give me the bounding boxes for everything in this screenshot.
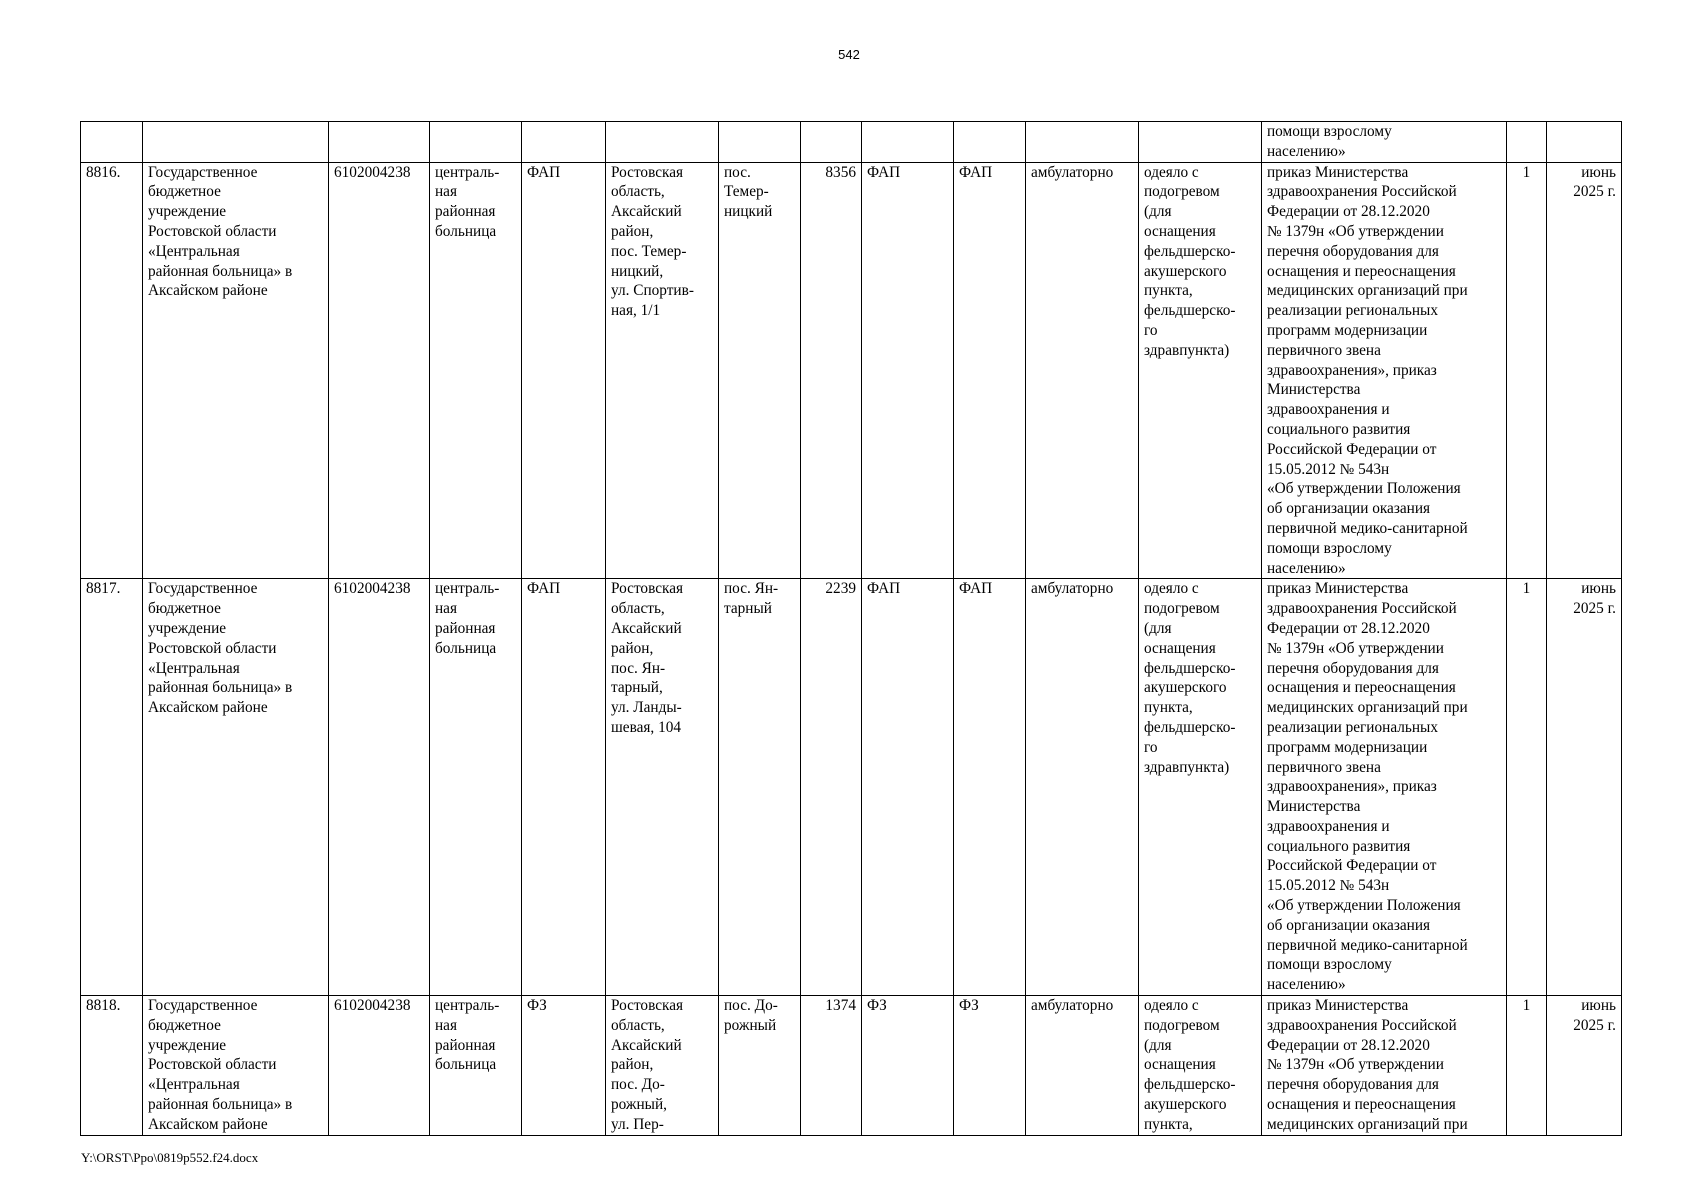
cell-population: 1374 <box>801 996 862 1136</box>
cell-basis: приказ Министерства здравоохранения Российской Федерации от 28.12.2020 № 1379н «Об утверждении перечня оборудования для оснащения и переоснащения медицинских организаций при реализации региональных программ модернизации первичного звена здравоохранения», приказ Министерства здравоохранения и социального развития Российской Федерации от 15.05.2012 № 543н «Об утверждении Положения об организации оказания первичной медико-санитарной помощи взрослому населению» <box>1262 162 1507 579</box>
footer-file-path: Y:\ORST\Ppo\0819p552.f24.docx <box>81 1150 259 1165</box>
table-row <box>81 996 1622 1136</box>
cell-unit: ФЗ <box>522 996 606 1136</box>
cell-address <box>606 122 719 163</box>
cell-basis: помощи взрослому населению» <box>1262 122 1507 163</box>
cell-num: 8818. <box>81 996 143 1136</box>
cell-address: Ростовская область, Аксайский район, пос. До- рожный, ул. Пер- <box>606 996 719 1136</box>
cell-qty: 1 <box>1507 162 1547 579</box>
cell-basis: приказ Министерства здравоохранения Российской Федерации от 28.12.2020 № 1379н «Об утверждении перечня оборудования для оснащения и переоснащения медицинских организаций при реализации региональных программ модернизации первичного звена здравоохранения», приказ Министерства здравоохранения и социального развития Российской Федерации от 15.05.2012 № 543н «Об утверждении Положения об организации оказания первичной медико-санитарной помощи взрослому населению» <box>1262 579 1507 996</box>
cell-address: Ростовская область, Аксайский район, пос. Ян- тарный, ул. Ланды- шевая, 104 <box>606 579 719 996</box>
cell-equipment: одеяло с подогревом (для оснащения фельдшерско- акушерского пункта, фельдшерско- го здравпункта) <box>1139 162 1262 579</box>
cell-unit3: ФАП <box>954 162 1026 579</box>
cell-unit: ФАП <box>522 162 606 579</box>
cell-institution: Государственное бюджетное учреждение Ростовской области «Центральная районная больница» в Аксайском районе <box>143 996 329 1136</box>
cell-population: 8356 <box>801 162 862 579</box>
cell-unit2 <box>862 122 954 163</box>
cell-unit <box>522 122 606 163</box>
cell-equipment: одеяло с подогревом (для оснащения фельдшерско- акушерского пункта, фельдшерско- го здравпункта) <box>1139 579 1262 996</box>
cell-qty: 1 <box>1507 996 1547 1136</box>
cell-care: амбулаторно <box>1026 579 1139 996</box>
cell-unit: ФАП <box>522 579 606 996</box>
cell-care: амбулаторно <box>1026 996 1139 1136</box>
cell-population <box>801 122 862 163</box>
cell-inn: 6102004238 <box>329 162 430 579</box>
cell-institution <box>143 122 329 163</box>
cell-num: 8817. <box>81 579 143 996</box>
cell-address: Ростовская область, Аксайский район, пос. Темер- ницкий, ул. Спортив- ная, 1/1 <box>606 162 719 579</box>
cell-unit3: ФАП <box>954 579 1026 996</box>
cell-institution: Государственное бюджетное учреждение Ростовской области «Центральная районная больница» в Аксайском районе <box>143 579 329 996</box>
cell-date <box>1547 122 1622 163</box>
cell-type: централь- ная районная больница <box>430 996 522 1136</box>
cell-type <box>430 122 522 163</box>
page-number: 542 <box>838 47 860 62</box>
cell-care: амбулаторно <box>1026 162 1139 579</box>
cell-unit2: ФАП <box>862 579 954 996</box>
cell-care <box>1026 122 1139 163</box>
cell-unit3 <box>954 122 1026 163</box>
cell-date: июнь 2025 г. <box>1547 579 1622 996</box>
table-row <box>81 162 1622 579</box>
cell-inn: 6102004238 <box>329 996 430 1136</box>
cell-unit2: ФАП <box>862 162 954 579</box>
cell-settlement: пос. Ян- тарный <box>719 579 801 996</box>
cell-institution: Государственное бюджетное учреждение Ростовской области «Центральная районная больница» в Аксайском районе <box>143 162 329 579</box>
cell-date: июнь 2025 г. <box>1547 996 1622 1136</box>
cell-inn <box>329 122 430 163</box>
cell-unit3: ФЗ <box>954 996 1026 1136</box>
cell-settlement <box>719 122 801 163</box>
cell-equipment: одеяло с подогревом (для оснащения фельдшерско- акушерского пункта, <box>1139 996 1262 1136</box>
cell-qty: 1 <box>1507 579 1547 996</box>
table-row <box>81 579 1622 996</box>
cell-inn: 6102004238 <box>329 579 430 996</box>
registry-table <box>80 121 1622 1136</box>
cell-basis: приказ Министерства здравоохранения Российской Федерации от 28.12.2020 № 1379н «Об утверждении перечня оборудования для оснащения и переоснащения медицинских организаций при <box>1262 996 1507 1136</box>
cell-unit2: ФЗ <box>862 996 954 1136</box>
table-row <box>81 122 1622 163</box>
cell-type: централь- ная районная больница <box>430 162 522 579</box>
cell-equipment <box>1139 122 1262 163</box>
cell-settlement: пос. До- рожный <box>719 996 801 1136</box>
cell-num <box>81 122 143 163</box>
cell-population: 2239 <box>801 579 862 996</box>
cell-qty <box>1507 122 1547 163</box>
cell-date: июнь 2025 г. <box>1547 162 1622 579</box>
cell-num: 8816. <box>81 162 143 579</box>
cell-settlement: пос. Темер- ницкий <box>719 162 801 579</box>
cell-type: централь- ная районная больница <box>430 579 522 996</box>
